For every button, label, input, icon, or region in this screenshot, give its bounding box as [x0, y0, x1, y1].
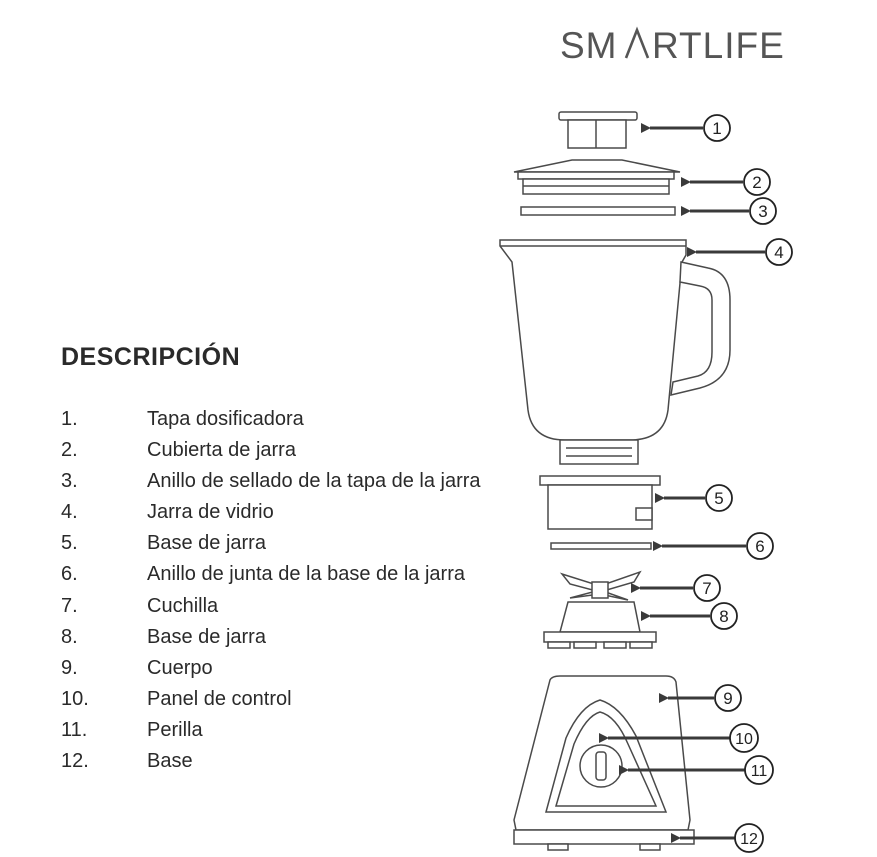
section-title: DESCRIPCIÓN	[61, 343, 241, 371]
list-item: 5. Base de jarra	[61, 532, 266, 555]
lid-sealing-ring	[521, 207, 675, 215]
glass-jug	[500, 240, 730, 440]
svg-text:4: 4	[774, 243, 784, 262]
list-item: 8. Base de jarra	[61, 625, 266, 648]
list-item: 4. Jarra de vidrio	[61, 501, 274, 524]
callout-1	[704, 115, 730, 141]
blade-base	[544, 602, 656, 648]
svg-text:6: 6	[755, 537, 765, 556]
list-item: 10. Panel de control	[61, 687, 292, 710]
jug-thread	[560, 440, 638, 464]
list-item: 12. Base	[61, 750, 193, 773]
callout-11	[745, 756, 773, 784]
svg-text:12: 12	[740, 831, 758, 848]
callout-12	[735, 824, 763, 852]
svg-text:1: 1	[712, 119, 722, 138]
jug-lid	[514, 160, 680, 194]
list-item: 3. Anillo de sellado de la tapa de la jarra	[61, 470, 481, 493]
svg-text:10: 10	[735, 731, 753, 748]
svg-text:2: 2	[752, 173, 762, 192]
list-item: 9. Cuerpo	[61, 656, 213, 679]
callout-6	[747, 533, 773, 559]
svg-text:5: 5	[714, 489, 724, 508]
svg-text:RTLIFE: RTLIFE	[652, 25, 785, 66]
base-gasket-ring	[551, 543, 651, 549]
measuring-cap	[559, 112, 637, 148]
list-item: 1. Tapa dosificadora	[61, 408, 304, 430]
callout-8	[711, 603, 737, 629]
callout-9	[715, 685, 741, 711]
motor-base	[514, 830, 694, 850]
list-item: 7. Cuchilla	[61, 594, 219, 617]
callout-4	[766, 239, 792, 265]
jug-base	[540, 476, 660, 529]
blade	[562, 572, 640, 600]
svg-text:11: 11	[750, 763, 768, 780]
svg-text:9: 9	[723, 689, 733, 708]
svg-text:8: 8	[719, 607, 729, 626]
svg-text:SM: SM	[560, 25, 618, 66]
svg-text:3: 3	[758, 202, 768, 221]
list-item: 11. Perilla	[61, 718, 203, 741]
callout-10	[730, 724, 758, 752]
list-item: 2. Cubierta de jarra	[61, 439, 296, 462]
callout-2	[744, 169, 770, 195]
motor-body	[514, 676, 690, 830]
list-item: 6. Anillo de junta de la base de la jarra	[61, 563, 465, 586]
callout-3	[750, 198, 776, 224]
svg-text:7: 7	[702, 579, 712, 598]
callout-7	[694, 575, 720, 601]
callout-5	[706, 485, 732, 511]
